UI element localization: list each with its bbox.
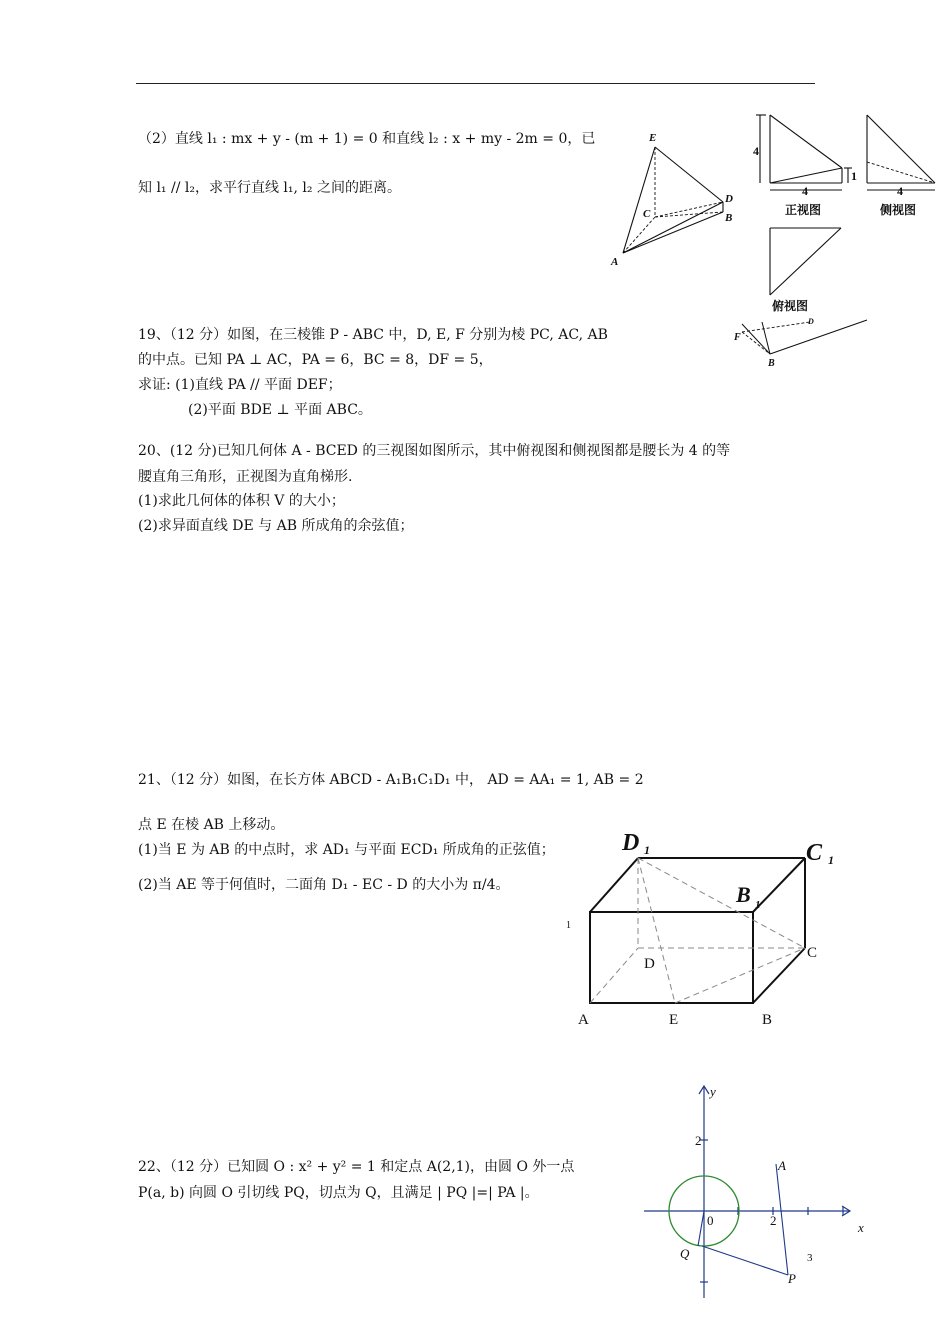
q18-line2: 知 l₁ // l₂，求平行直线 l₁, l₂ 之间的距离。 xyxy=(138,180,401,196)
three-views-figure xyxy=(750,110,945,315)
tick-label-x2: 2 xyxy=(770,1213,777,1228)
q21-line4: (2)当 AE 等于何值时，二面角 D₁ - EC - D 的大小为 π/4。 xyxy=(138,877,510,893)
cuboid-label-C: C xyxy=(807,945,818,961)
q22-line1: 22、（12 分）已知圆 O : x² + y² = 1 和定点 A(2,1)，由圆 O 外一点 xyxy=(138,1159,575,1175)
point-label-Q: Q xyxy=(680,1246,690,1261)
tetra-label-B: B xyxy=(768,358,775,369)
q22-line2: P(a, b) 向圆 O 引切线 PQ，切点为 Q，且满足 | PQ |=| PA |。 xyxy=(138,1185,539,1201)
tick-label-y2: 2 xyxy=(695,1133,702,1148)
tetra-label-F: F xyxy=(734,332,741,343)
pyramid-label-C: C xyxy=(643,208,651,220)
pyramid-label-D: D xyxy=(725,193,733,205)
q20-line2: 腰直角三角形，正视图为直角梯形. xyxy=(138,469,353,485)
cuboid-label-B1: B xyxy=(736,882,751,907)
side-view-caption: 侧视图 xyxy=(880,203,917,217)
side-width-label: 4 xyxy=(897,184,903,198)
cuboid-label-C1: C xyxy=(806,840,823,866)
pyramid-label-B: B xyxy=(725,212,733,224)
axis-label-x: x xyxy=(858,1220,864,1235)
axis-label-y: y xyxy=(710,1084,716,1099)
q20-line1: 20、(12 分)已知几何体 A - BCED 的三视图如图所示，其中俯视图和侧视图都是腰长为 4 的等 xyxy=(138,443,731,459)
q18-line1: （2）直线 l₁ : mx + y - (m + 1) = 0 和直线 l₂ : x + my - 2m = 0，已 xyxy=(138,131,596,147)
circle-coordinate-figure xyxy=(640,1080,870,1302)
q21-line3: (1)当 E 为 AB 的中点时，求 AD₁ 与平面 ECD₁ 所成角的正弦值； xyxy=(138,842,555,858)
tetra-label-top: D xyxy=(808,317,814,326)
pyramid-label-A: A xyxy=(611,256,619,268)
q19-line3: 求证: (1)直线 PA // 平面 DEF； xyxy=(138,377,342,393)
cuboid-label-D: D xyxy=(644,956,655,972)
point-label-P: P xyxy=(788,1271,796,1286)
point-label-A: A xyxy=(778,1158,786,1173)
q21-line2: 点 E 在棱 AB 上移动。 xyxy=(138,817,285,833)
front-height-label: 4 xyxy=(753,144,759,158)
cuboid-label-D1-sub: 1 xyxy=(644,843,650,857)
front-width-label: 4 xyxy=(802,184,808,198)
q20-line4: (2)求异面直线 DE 与 AB 所成角的余弦值； xyxy=(138,518,414,534)
q20-line3: (1)求此几何体的体积 V 的大小； xyxy=(138,493,345,509)
q21-line1: 21、（12 分）如图，在长方体 ABCD - A₁B₁C₁D₁ 中， AD = AA₁ = 1, AB = 2 xyxy=(138,772,644,788)
front-small-label: 1 xyxy=(851,169,857,183)
cuboid-label-B1-sub: 1 xyxy=(755,899,761,911)
cuboid-label-B: B xyxy=(762,1012,773,1028)
q19-line2: 的中点。已知 PA ⊥ AC，PA = 6，BC = 8，DF = 5， xyxy=(138,352,493,368)
cuboid-label-A: A xyxy=(578,1012,589,1028)
q19-line4: (2)平面 BDE ⊥ 平面 ABC。 xyxy=(188,402,372,418)
tetrahedron-fragment-figure xyxy=(732,318,872,370)
cuboid-label-D1: D xyxy=(622,830,640,856)
front-view-caption: 正视图 xyxy=(785,203,822,217)
cuboid-label-A1-sub: 1 xyxy=(566,920,571,931)
top-view-caption: 俯视图 xyxy=(772,299,809,313)
cuboid-figure xyxy=(560,820,850,1035)
header-rule xyxy=(136,83,815,84)
pyramid-figure xyxy=(605,125,740,270)
q19-line1: 19、（12 分）如图，在三棱锥 P - ABC 中，D, E, F 分别为棱 PC, AC, AB xyxy=(138,327,608,343)
cuboid-label-C1-sub: 1 xyxy=(828,853,834,867)
cuboid-label-E: E xyxy=(669,1012,679,1028)
pyramid-label-E: E xyxy=(649,132,657,144)
origin-label: 0 xyxy=(707,1213,714,1228)
label-3: 3 xyxy=(807,1252,813,1264)
